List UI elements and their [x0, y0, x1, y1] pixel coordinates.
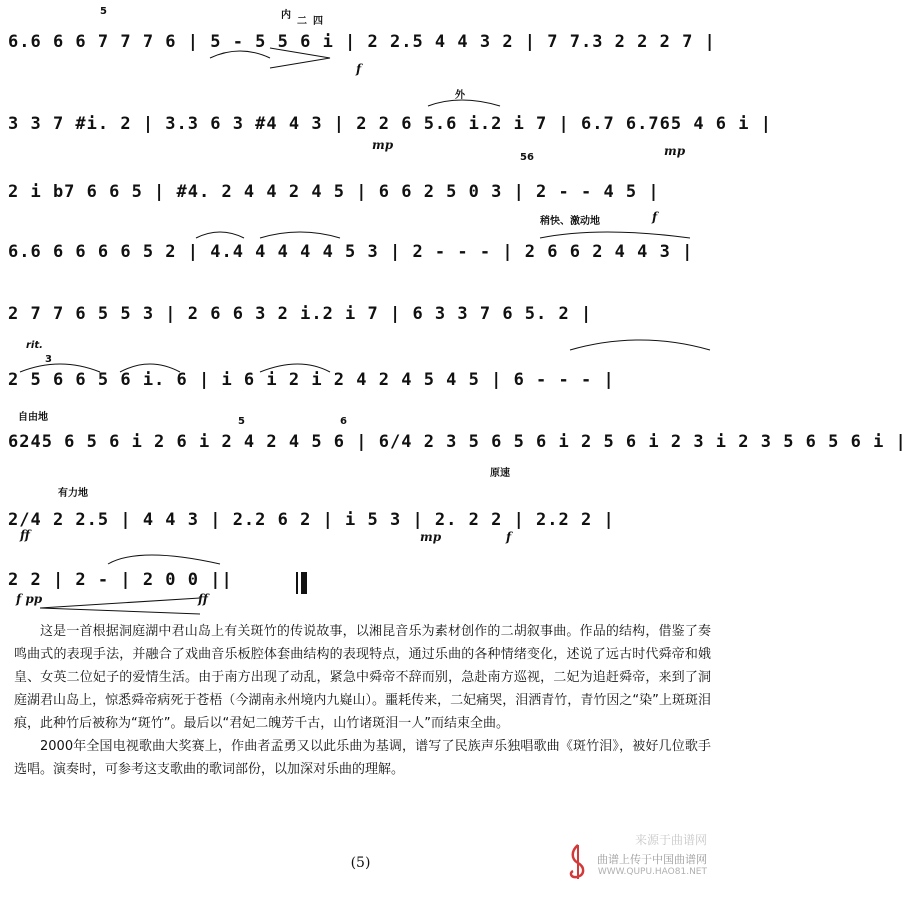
score-line-3	[8, 168, 713, 208]
score-line-8	[8, 496, 713, 536]
score-line-9	[8, 556, 301, 596]
forceful-marking: 有力地	[58, 488, 88, 499]
notation-text: 2/4 2 2.5 | 4 4 3 | 2.2 6 2 | i 5 3 | 2. 2 2 | 2.2 2 |	[8, 510, 615, 530]
fingering-2-mark: 二	[297, 16, 307, 27]
rubato-marking: 自由地	[18, 412, 48, 423]
notation-text: 3 3 7 #i. 2 | 3.3 6 3 #4 4 3 | 2 2 6 5.6 i.2 i 7 | 6.7 6.765 4 6 i |	[8, 114, 772, 134]
score-line-2	[8, 100, 772, 140]
notation-text: 2 5 6 6 5 6 i. 6 | i 6 i 2 i 2 4 2 4 5 4 5 | 6 - - - |	[8, 370, 615, 390]
notation-text: 6.6 6 6 7 7 7 6 | 5 - 5 5 6 i | 2 2.5 4 4 3 2 | 7 7.3 2 2 2 7 |	[8, 32, 716, 52]
tuplet-3-mark: 3	[45, 354, 52, 365]
dynamic-f-2: f	[652, 210, 658, 224]
notation-text: 2 7 7 6 5 5 3 | 2 6 6 3 2 i.2 i 7 | 6 3 3 7 6 5. 2 |	[8, 304, 593, 324]
dynamic-fpp: f pp	[16, 592, 43, 606]
dynamic-f: f	[356, 62, 362, 76]
dynamic-mp: mp	[372, 138, 394, 152]
dynamic-ff-2: ff	[198, 592, 208, 606]
description-paragraph-1: 这是一首根据洞庭湖中君山岛上有关斑竹的传说故事，以湘昆音乐为素材创作的二胡叙事曲。作品的结构，借鉴了奏鸣曲式的表现手法，并融合了戏曲音乐板腔体套曲结构的表现特点，通过乐曲的各种情绪变化，述说了远古时代舜帝和娥皇、女英二位妃子的爱情生活。由于南方出现了动乱，紧急中舜帝不辞而别，急赴南方巡视，二妃为追赶舜帝，来到了洞庭湖君山岛上，惊悉舜帝病死于苍梧（今湖南永州境内九嶷山）。噩耗传来，二妃痛哭，泪洒青竹，青竹因之“染”上斑斑泪痕，此种竹后被称为“斑竹”。最后以“君妃二魄芳千古，山竹诸斑泪一人”而结束全曲。	[14, 624, 711, 731]
fingering-4-mark: 四	[313, 16, 323, 27]
tuplet-5-mark: 5	[238, 416, 245, 427]
string-outer-mark: 外	[455, 90, 465, 101]
grace-56-mark: 56	[520, 152, 534, 163]
grace-5-mark: 5	[100, 6, 107, 17]
final-barline	[296, 572, 308, 594]
watermark-line-3: WWW.QUPU.HAO81.NET	[597, 867, 707, 877]
score-line-7	[8, 418, 907, 458]
dynamic-mp-3: mp	[420, 530, 442, 544]
dynamic-mp-2: mp	[664, 144, 686, 158]
notation-text: 6245 6 5 6 i 2 6 i 2 4 2 4 5 6 | 6/4 2 3 5 6 5 6 i 2 5 6 i 2 3 i 2 3 5 6 5 6 i |	[8, 432, 907, 452]
score-line-1	[8, 18, 716, 58]
string-inner-mark: 内	[281, 10, 291, 21]
score-line-6	[8, 356, 713, 396]
notation-text: 2 2 | 2 - | 2 0 0 ||	[8, 570, 233, 590]
dynamic-f-3: f	[506, 530, 512, 544]
notation-text: 6.6 6 6 6 6 5 2 | 4.4 4 4 4 4 5 3 | 2 - - - | 2 6 6 2 4 4 3 |	[8, 242, 694, 262]
watermark	[563, 827, 713, 887]
treble-clef-icon	[563, 841, 593, 881]
notation-text: 2 i b7 6 6 5 | #4. 2 4 4 2 4 5 | 6 6 2 5 0 3 | 2 - - 4 5 |	[8, 182, 660, 202]
score-line-5	[8, 290, 713, 330]
tempo-marking: 稍快、激动地	[540, 216, 600, 227]
page-number: (5)	[350, 855, 371, 871]
score-line-4	[8, 228, 713, 268]
dynamic-ff: ff	[20, 528, 30, 542]
watermark-line-1: 来源于曲谱网	[634, 833, 707, 847]
tuplet-6-mark: 6	[340, 416, 347, 427]
original-tempo-marking: 原速	[490, 468, 510, 479]
description-paragraph-2: 2000年全国电视歌曲大奖赛上，作曲者孟勇又以此乐曲为基调，谱写了民族声乐独唱歌曲《斑竹泪》，被好几位歌手选唱。演奏时，可参考这支歌曲的歌词部份，以加深对乐曲的理解。	[14, 739, 711, 777]
description-text	[14, 620, 711, 781]
rit-marking: rit.	[26, 340, 43, 351]
watermark-line-2: 曲谱上传于中国曲谱网	[597, 853, 707, 866]
